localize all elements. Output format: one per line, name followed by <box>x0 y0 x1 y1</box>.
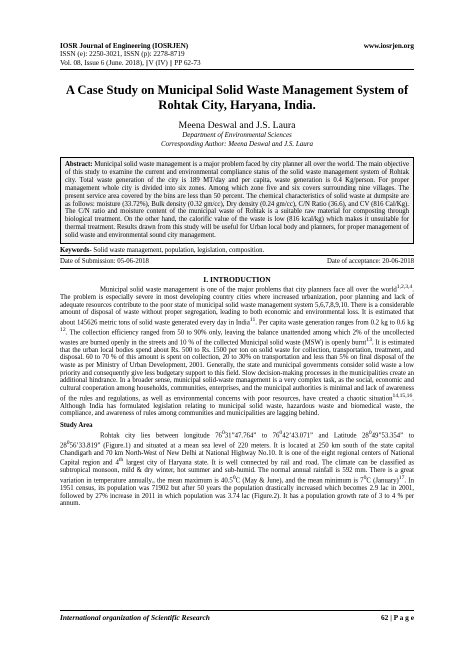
author-department: Department of Environmental Sciences <box>182 131 292 140</box>
journal-header <box>60 42 414 70</box>
subsection-heading-study-area: Study Area <box>60 421 93 429</box>
journal-name: IOSR Journal of Engineering (IOSRJEN) <box>60 42 189 50</box>
title-line-1: A Case Study on Municipal Solid Waste Management System of <box>65 83 409 98</box>
header-divider <box>60 69 414 70</box>
acceptance-date: Date of acceptance: 20-06-2018 <box>327 258 414 266</box>
title-line-2: Rohtak City, Haryana, India. <box>158 97 316 112</box>
footer-page-number: 62 | P a g e <box>380 613 414 622</box>
study-area-paragraph: Rohtak city lies between longitude $76^031”47.764$” to $76^042’43.071$” and Latitude $28^049”53.354$” to $28^056’33.819$” (Figure.1) and situated at a mean sea level of 220 meters. It is located at 250 km south of the state capital Chandigarh and 70 km North-West of New Delhi at National Highway No.10. It is one of the eight regional centers of National Capital region and 4th largest city of Haryana state. It is well connected by rail and road. The climate can be classified as subtropical monsoon, mild & dry winter, hot summer and sub-humid. The normal annual rainfall is 592 mm. There is a great variation in temperature annually., the mean maximum is 40.5$^0$C (May & June), and the mean minimum is $7^0C$ (January)$^{17}$. In 1951 census, its population was 71902 but after 50 years the population drastically increased which becomes 2.9 lac in 2001, followed by 27% increase in 2011 in which population was 3.74 lac (Figure.2). It has a population growth rate of 3 to 4 % per annum. <box>60 429 415 508</box>
dates-row <box>60 256 414 268</box>
paper-authors: Meena Deswal and J.S. Laura <box>178 120 296 132</box>
keywords-text: Solid waste management, population, legislation, composition. <box>91 247 265 255</box>
keywords <box>60 247 414 255</box>
footer-journal-name: International organization of Scientific Research <box>60 613 210 622</box>
journal-issn: ISSN (e): 2250-3021, ISSN (p): 2278-8719 <box>60 50 185 59</box>
journal-website[interactable]: www.iosrjen.org <box>363 42 414 50</box>
paper-title <box>60 83 414 112</box>
corresponding-author: Corresponding Author: Meena Deswal and J.S. Laura <box>160 139 314 148</box>
introduction-paragraph: Municipal solid waste management is one of the major problems that city planners face all over the world$^{1,2,3,4}$. The problem is especially severe in most developing country cities where increased urbanization, poor planning and lack of adequate resources contribute to the poor state of municipal solid waste management system 5,6,7,8,9,10. There is a considerable amount of disposal of waste without proper segregation, leading to both economic and environmental loss. It is estimated that about 145626 metric tons of solid waste generated every day in India$^{11}$. Per capita waste generation ranges from 0.2 kg to 0.6 kg $^{12}$. The collection efficiency ranged from 50 to 90% only, leaving the balance unattended among which 2% of the uncollected wastes are burned openly in the streets and 10 % of the collected Municipal solid waste (MSW) is openly burnt$^{13}$. It is estimated that the urban local bodies spend about Rs. 500 to Rs. 1500 per ton on solid waste for collection, transportation, treatment, and disposal. 60 to 70 % of this amount is spent on collection, 20 to 30% on transportation and less than 5% on final disposal of the waste as per Ministry of Urban Development, 2001. Generally, the state and municipal governments consider solid waste a low priority and consequently give less budgetary support to this field. Slow decision-making processes in the municipalities create an additional hindrance. In a broader sense, municipal solid-waste management is a very complex task, as the social, economic and cultural cooperation among households, communities, enterprises, and the municipal authorities is minimal and lack of awareness of the rules and regulations, as well as environmental concerns with poor resources, have created a chaotic situation$^{14,15,16}$. Although India has formulated legislation relating to municipal solid waste, hazardous waste and biomedical waste, the compliance, and awareness of rules among communities and municipalities are lagging behind. <box>60 284 414 418</box>
dates-bottom-rule <box>60 268 414 269</box>
submission-date: Date of Submission: 05-06-2018 <box>60 258 149 266</box>
section-heading-introduction: I. INTRODUCTION <box>203 275 271 285</box>
keywords-label: Keywords- <box>60 247 92 255</box>
journal-volume: Vol. 08, Issue 6 (June. 2018), ||V (IV) || PP 62-73 <box>60 58 201 67</box>
abstract-text: Municipal solid waste management is a major problem faced by city planner all over the world. The main objective of this study to examine the current and environmental compliance status of the solid waste management system of Rohtak city. Total waste generation of the city is 189 MT/day and per capita, waste generation is 0.4 Kg/person. For proper management whole city is divided into six zones. Among which zone five and six covers surrounding nine villages. The present service area covered by the bins are less than 50 percent. The chemical characteristics of solid waste at dumpsite are as follows: moisture (33.72%), Bulk density (0.32 gm/cc), Dry density (0.24 gm/cc), C/N Ratio (36.6), and CV (816 Cal/Kg). The C/N ratio and moisture content of the municipal waste of Rohtak is a suitable raw material for composting through biological treatment. On the other hand, the calorific value of the waste is low (816 kcal/kg) which makes it unsuitable for thermal treatment. Results drawn from this study will be useful for Urban local body and planners, for proper management of solid waste and environmental sound city management. <box>65 161 409 240</box>
abstract-label: Abstract: <box>65 161 93 169</box>
page-footer <box>60 610 414 622</box>
abstract-box <box>60 157 414 244</box>
